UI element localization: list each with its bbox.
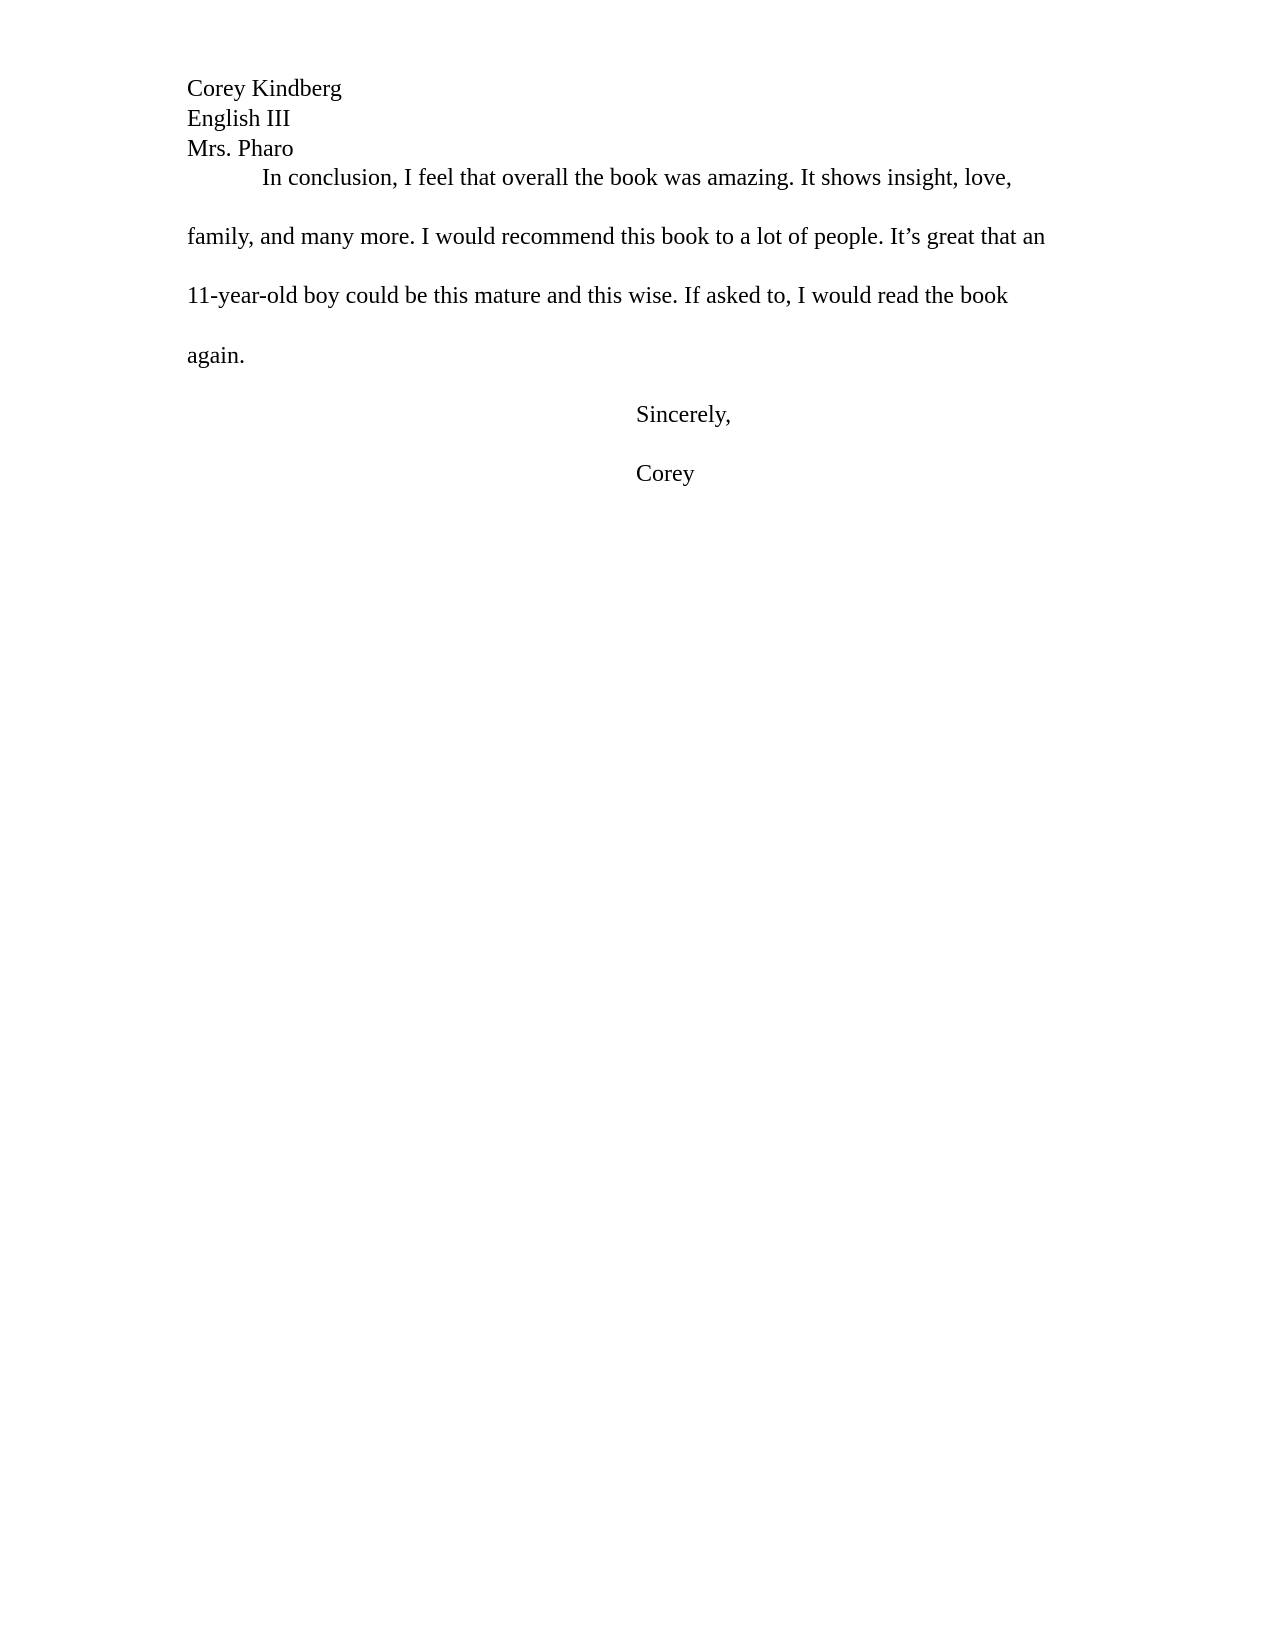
teacher-name: Mrs. Pharo: [187, 136, 294, 162]
paragraph-line-4: again.: [187, 343, 245, 369]
paragraph-line-2: family, and many more. I would recommend this book to a lot of people. It’s great that an: [187, 224, 1046, 250]
signature: Corey: [636, 461, 695, 487]
author-name: Corey Kindberg: [187, 76, 342, 102]
course-name: English III: [187, 106, 291, 132]
closing-salutation: Sincerely,: [636, 402, 732, 428]
paragraph-line-3: 11-year-old boy could be this mature and this wise. If asked to, I would read the book: [187, 283, 1009, 309]
paragraph-line-1: In conclusion, I feel that overall the book was amazing. It shows insight, love,: [262, 165, 1012, 191]
